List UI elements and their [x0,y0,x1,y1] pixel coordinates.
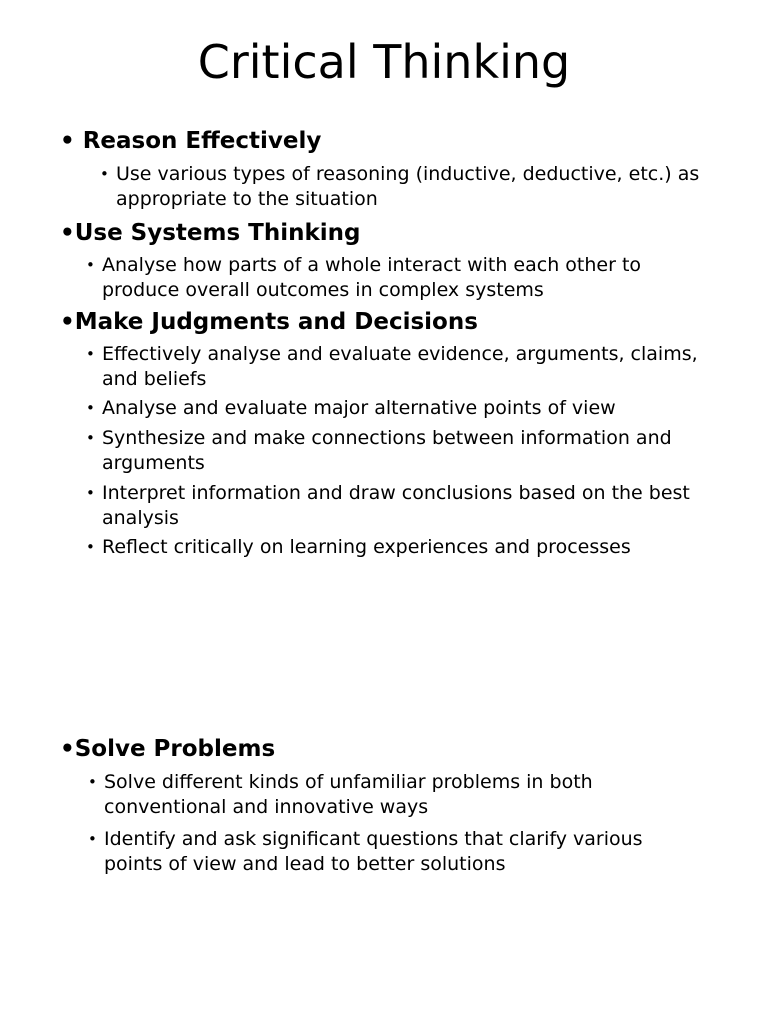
list-item-text: Effectively analyse and evaluate evidence, arguments, claims, and beliefs [102,343,698,390]
list-item-text: Interpret information and draw conclusions based on the best analysis [102,482,690,529]
list-item-bullet: • [86,345,95,363]
list-item-bullet: • [86,429,95,447]
list-item-bullet: • [86,256,95,274]
list-item [86,426,702,476]
list-item [88,827,684,877]
list-item-bullet: • [86,399,95,417]
list-item [86,342,702,392]
heading-bullet: • [60,309,75,335]
list-item [86,481,712,531]
heading-bullet: • [60,736,75,762]
list-item-text: Solve different kinds of unfamiliar problems in both conventional and innovative ways [104,771,593,818]
list-item-bullet: • [88,773,97,791]
list-item [86,253,712,303]
heading-text: Solve Problems [74,736,276,762]
section-heading-solve-problems [60,734,275,764]
section-heading-reason-effectively [60,126,321,156]
list-item-text: Reflect critically on learning experiences and processes [102,536,631,558]
list-item [88,770,684,820]
list-item [86,396,722,421]
list-item-text: Identify and ask significant questions that clarify various points of view and lead to better solutions [104,828,643,875]
heading-text: Use Systems Thinking [74,220,361,246]
list-item [100,162,716,212]
list-item-text: Analyse how parts of a whole interact with each other to produce overall outcomes in complex systems [102,254,642,301]
list-item-bullet: • [86,484,95,502]
list-item-bullet: • [100,165,109,183]
list-item [86,535,722,560]
list-item-bullet: • [86,538,95,556]
heading-bullet: • [60,220,75,246]
list-item-text: Use various types of reasoning (inductive, deductive, etc.) as appropriate to the situation [116,163,700,210]
list-item-text: Analyse and evaluate major alternative points of view [102,397,616,419]
section-heading-use-systems-thinking [60,218,361,248]
list-item-text: Synthesize and make connections between information and arguments [102,427,672,474]
heading-text: Make Judgments and Decisions [74,309,478,335]
heading-text: Reason Effectively [82,128,322,154]
page-title: Critical Thinking [197,35,571,89]
list-item-bullet: • [88,830,97,848]
heading-bullet: • [60,128,75,154]
section-heading-make-judgments-and-decisions [60,307,478,337]
